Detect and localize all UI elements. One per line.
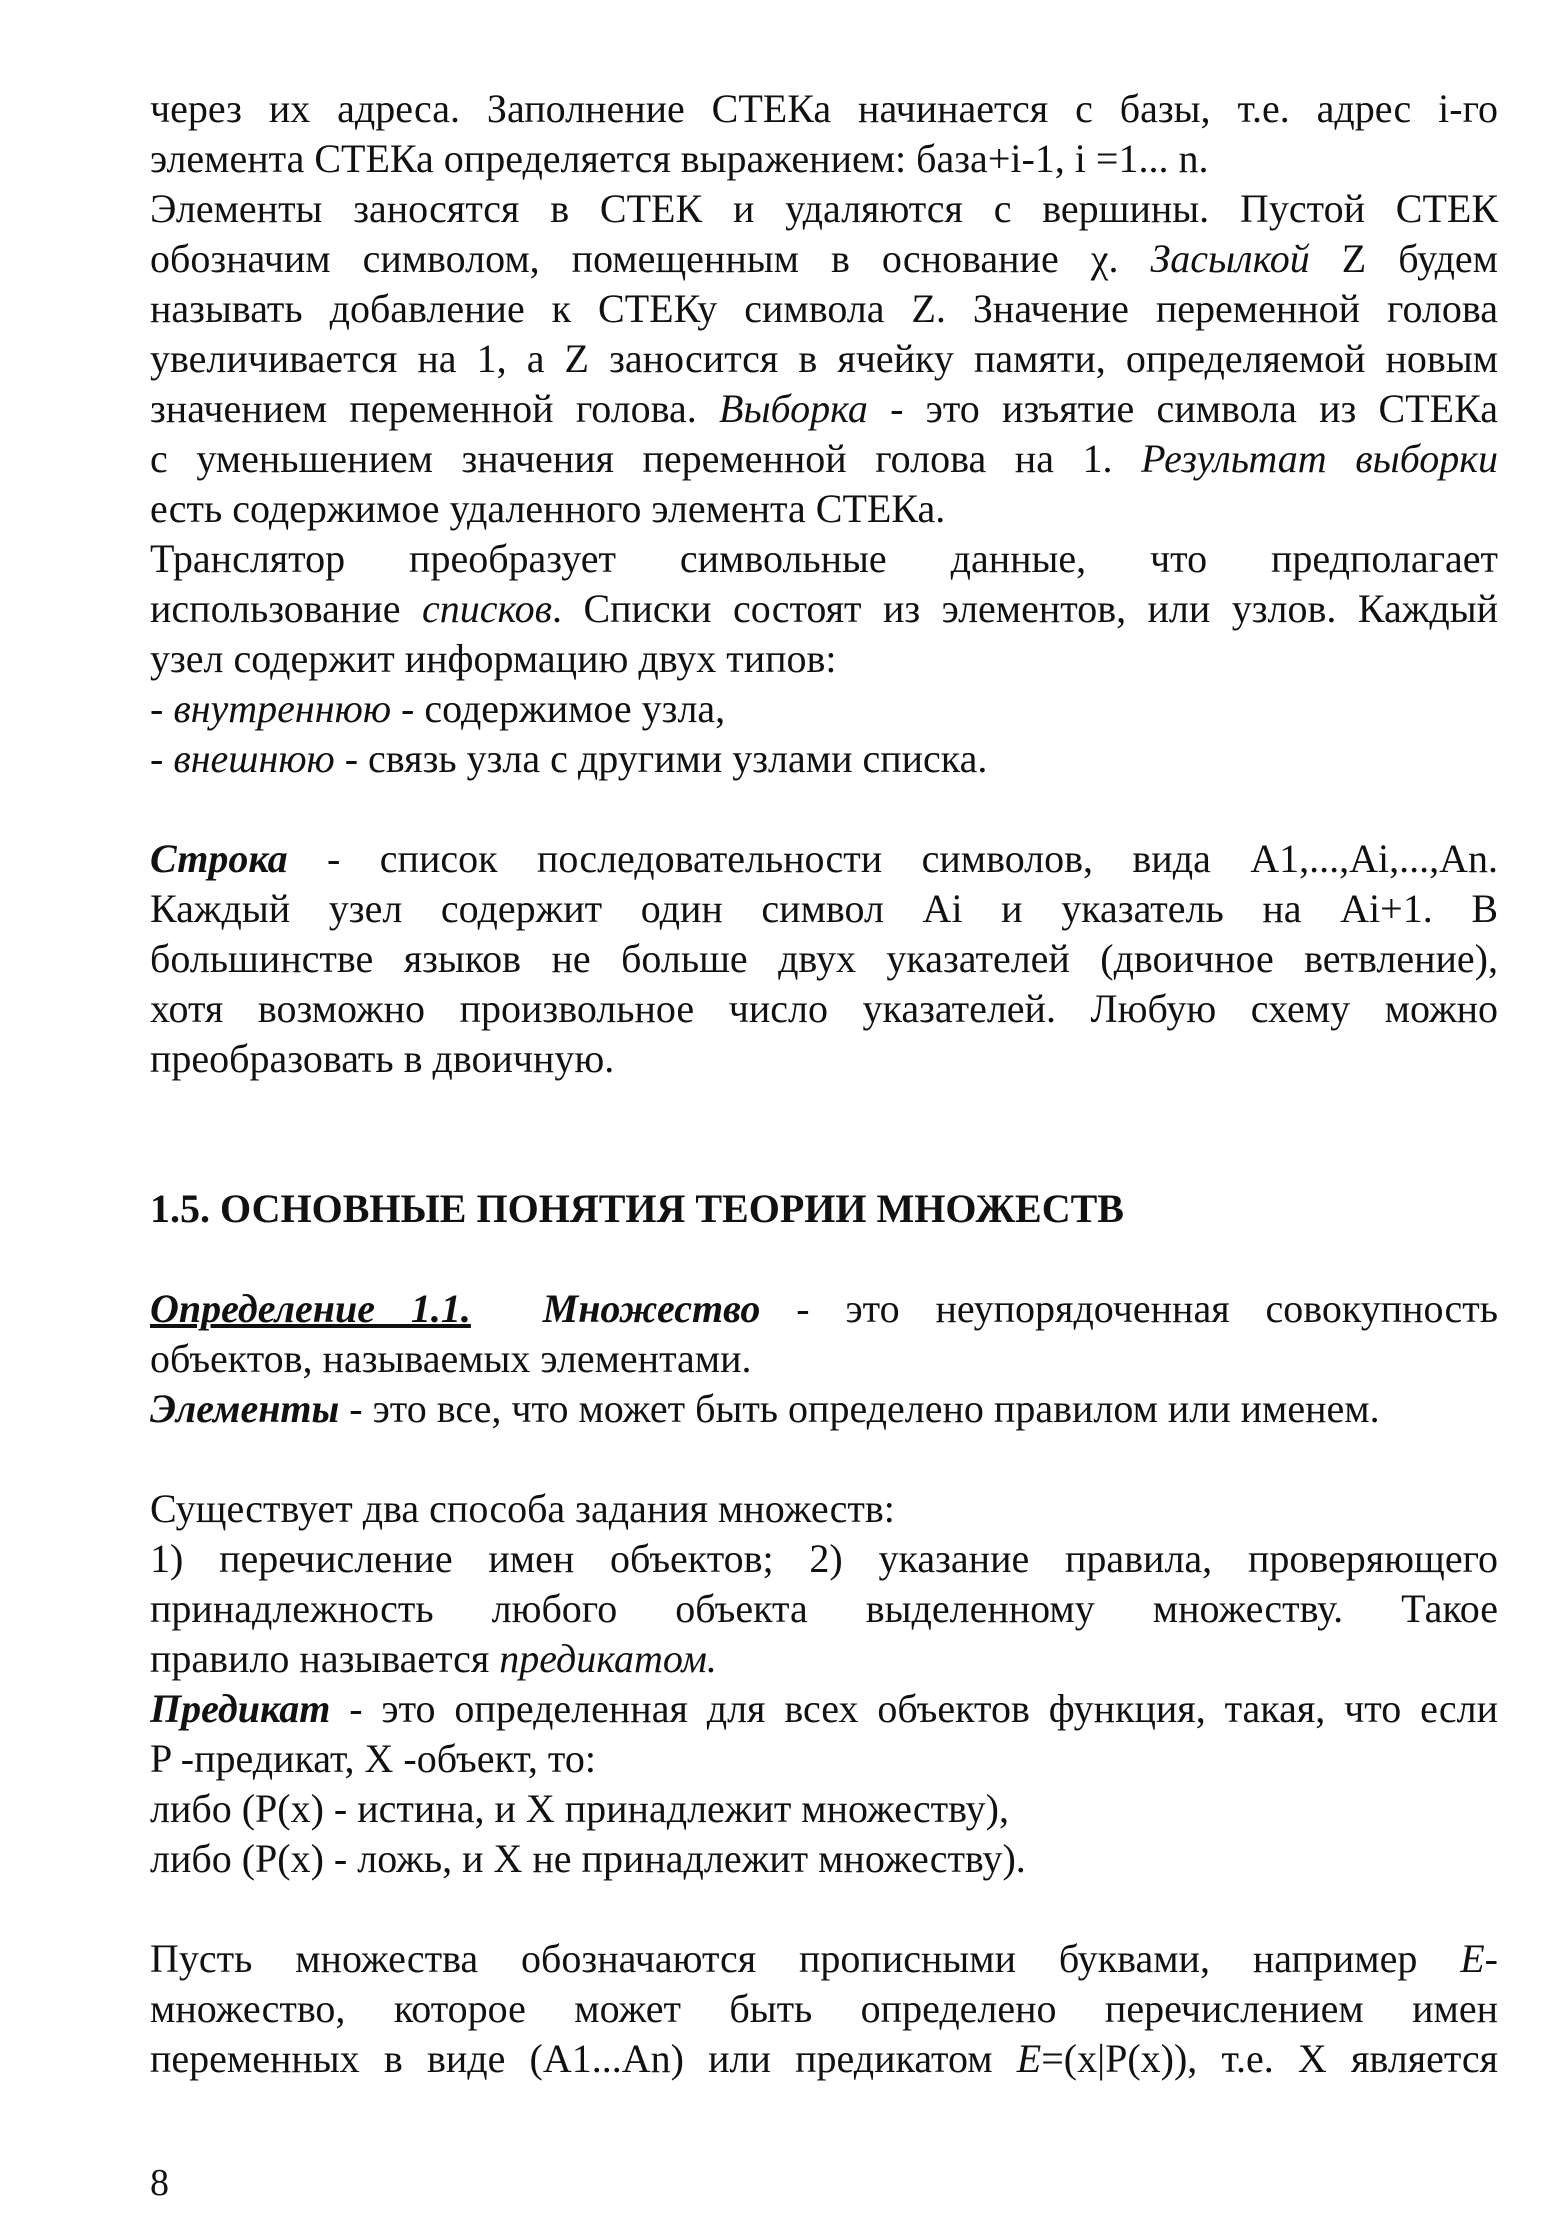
text-line: Строка - список последовательности символов, вида A1,...,Ai,...,An.	[150, 836, 1498, 881]
text-line: называть добавление к СТЕКу символа Z. Значение переменной голова	[150, 286, 1498, 331]
text-line: с уменьшением значения переменной голова на 1. Результат выборки	[150, 436, 1498, 481]
text-line: обозначим символом, помещенным в основание χ. Засылкой Z будем	[150, 236, 1498, 281]
term-vneshnyuyu: внешнюю	[173, 736, 335, 781]
set-symbol-e: E	[1016, 2036, 1042, 2081]
text-line: значением переменной голова. Выборка - это изъятие символа из СТЕКа	[150, 386, 1499, 431]
term-mnozhestvo: Множество	[542, 1286, 761, 1331]
text-line: использование списков. Списки состоят из элементов, или узлов. Каждый	[150, 586, 1498, 631]
term-elementy: Элементы	[150, 1386, 340, 1431]
text-line: либо (P(x) - ложь, и X не принадлежит множеству).	[150, 1836, 1026, 1881]
term-stroka: Строка	[150, 836, 288, 881]
term-vnutrennyuyu: внутреннюю	[173, 686, 392, 731]
text-line: 1) перечисление имен объектов; 2) указание правила, проверяющего	[150, 1536, 1498, 1581]
text-line: либо (P(x) - истина, и X принадлежит множеству),	[150, 1786, 1009, 1831]
text-line: большинстве языков не больше двух указателей (двоичное ветвление),	[150, 936, 1498, 981]
term-vyborka: Выборка	[719, 386, 868, 431]
term-spiskov: списков	[421, 586, 552, 631]
text-line: множество, которое может быть определено перечислением имен	[150, 1986, 1498, 2031]
term-rezultat-vyborki: Результат выборки	[1141, 436, 1498, 481]
set-symbol-e: E	[1460, 1936, 1485, 1981]
section-heading: 1.5. ОСНОВНЫЕ ПОНЯТИЯ ТЕОРИИ МНОЖЕСТВ	[150, 1186, 1124, 1231]
text-line: Существует два способа задания множеств:	[150, 1486, 895, 1531]
text-line: правило называется предикатом.	[150, 1636, 717, 1681]
text-line: через их адреса. Заполнение СТЕКа начинается с базы, т.е. адрес i-го	[150, 86, 1498, 131]
text-line: увеличивается на 1, а Z заносится в ячейку памяти, определяемой новым	[150, 336, 1498, 381]
text-line: Элементы заносятся в СТЕК и удаляются с вершины. Пустой СТЕК	[150, 186, 1498, 231]
text-line: Элементы - это все, что может быть определено правилом или именем.	[150, 1386, 1380, 1431]
text-line: объектов, называемых элементами.	[150, 1336, 752, 1381]
text-line: элемента СТЕКа определяется выражением: база+i-1, i =1... n.	[150, 136, 1209, 181]
term-predikat: Предикат	[150, 1686, 331, 1731]
text-line: P -предикат, X -объект, то:	[150, 1736, 596, 1781]
text-line: Определение 1.1. Множество - это неупорядоченная совокупность	[150, 1286, 1498, 1331]
text-line: принадлежность любого объекта выделенному множеству. Такое	[150, 1586, 1498, 1631]
text-line: Каждый узел содержит один символ Ai и указатель на Ai+1. В	[150, 886, 1498, 931]
term-predikatom: предикатом.	[499, 1636, 717, 1681]
text-line: хотя возможно произвольное число указателей. Любую схему можно	[150, 986, 1498, 1031]
text-line: - внутреннюю - содержимое узла,	[150, 686, 726, 731]
text-line: Пусть множества обозначаются прописными буквами, например E-	[150, 1936, 1498, 1981]
text-line: переменных в виде (A1...An) или предикатом E=(x|P(x)), т.е. X является	[150, 2036, 1498, 2081]
page-number: 8	[150, 2162, 169, 2204]
definition-label: Определение 1.1.	[150, 1286, 471, 1331]
page-body	[150, 84, 1498, 2084]
text-line: Предикат - это определенная для всех объектов функция, такая, что если	[150, 1686, 1498, 1731]
term-zasylka: Засылкой	[1150, 236, 1310, 281]
text-line: есть содержимое удаленного элемента СТЕКа.	[150, 486, 946, 531]
text-line: Транслятор преобразует символьные данные, что предполагает	[150, 536, 1498, 581]
text-line: - внешнюю - связь узла с другими узлами списка.	[150, 736, 988, 781]
text-line: преобразовать в двоичную.	[150, 1036, 615, 1081]
text-line: узел содержит информацию двух типов:	[150, 636, 837, 681]
